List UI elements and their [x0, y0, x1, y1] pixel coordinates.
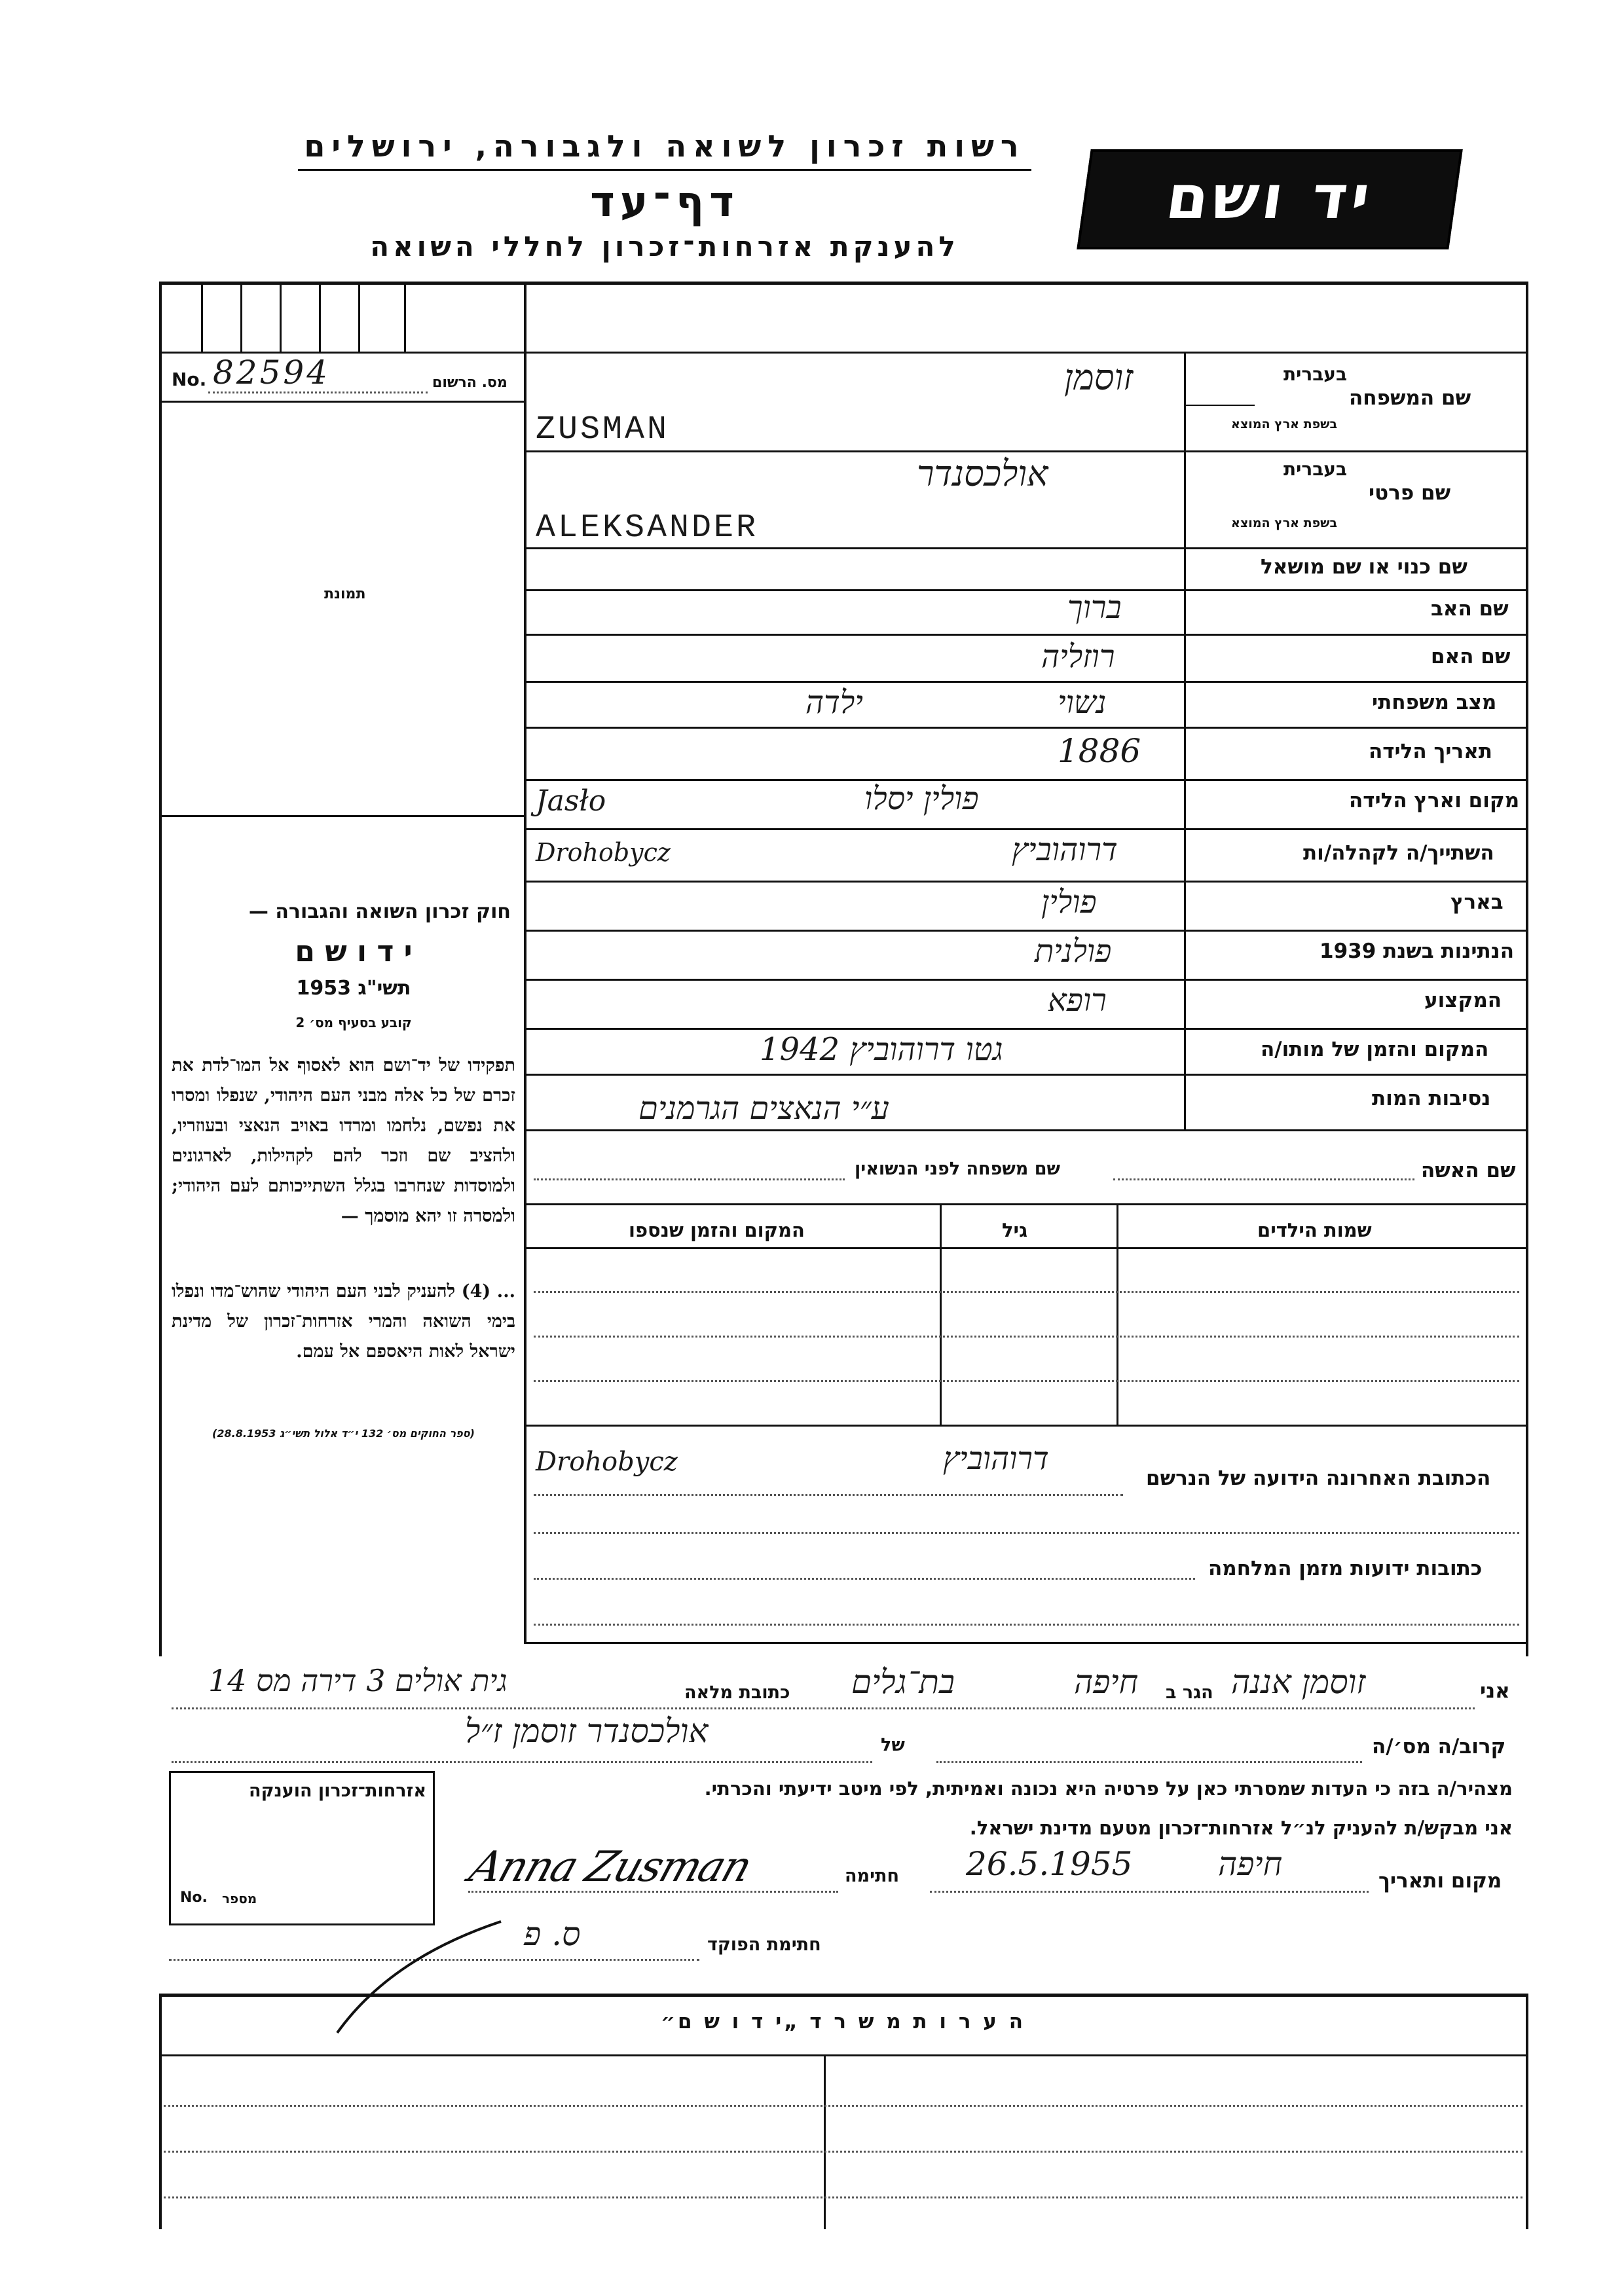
full-address: גית אולים 3 דירה מס 14 — [208, 1663, 507, 1698]
law-title: חוק זכרון השואה והגבורה — — [248, 900, 511, 923]
left-column-divider — [524, 282, 526, 1643]
children-col-names: שמות הילדים — [1257, 1219, 1372, 1241]
city: חיפה — [1074, 1663, 1139, 1701]
signature: Anna Zusman — [463, 1843, 757, 1891]
label-column-divider — [1184, 352, 1186, 1131]
birthdate-label: תאריך הלידה — [1369, 740, 1492, 763]
children-col-age: גיל — [1002, 1219, 1028, 1241]
birthplace-label: מקום וארץ הלידה — [1349, 789, 1520, 812]
declare-text: מצהיר/ה בזה כי העדות שמסרתי כאן על פרטיה היא נכונה ואמיתית, לפי מיטב ידיעתי והכרתי. — [704, 1777, 1513, 1800]
law-clause: קובע בסעיף מס׳ 2 — [295, 1015, 412, 1030]
signature-label: חתימה — [845, 1866, 900, 1886]
registration-code-boxes — [162, 285, 524, 352]
maiden-label: שם משפחה לפני הנשואין — [855, 1159, 1061, 1179]
war-address-label: כתובות ידועות מזמן המלחמה — [1208, 1557, 1483, 1580]
father-label: שם האב — [1431, 597, 1509, 621]
marital-value: נשוי — [1058, 684, 1107, 721]
of-label: של — [881, 1735, 905, 1755]
i-label: אני — [1480, 1679, 1510, 1703]
last-address-label: הכתובת האחרונה הידועה של הנרשם — [1146, 1467, 1491, 1490]
certificate-no-label: No. — [180, 1889, 208, 1906]
resides-label: הגר ב — [1166, 1683, 1213, 1703]
frame-left — [159, 282, 162, 1656]
remarks-title: ה ע ר ו ת מ ש ר ד „י ד ו ש ם״ — [660, 2010, 1026, 2033]
date-value: 26.5.1955 — [966, 1845, 1133, 1883]
community-label: השתייך/ה לקהלה/ות — [1303, 841, 1494, 865]
place-date-label: מקום ותאריך — [1378, 1869, 1502, 1893]
children-col-place: המקום והזמן שנספו — [629, 1219, 805, 1241]
law-source: (ספר החוקים מס׳ 132 י״ד אלול תשי״ג 28.8.1953) — [212, 1427, 475, 1440]
last-address-latin: Drohobycz — [536, 1447, 678, 1477]
registration-label: מס. הרשום — [432, 374, 507, 391]
certificate-box — [169, 1771, 435, 1925]
certificate-title: אזרחות־זכרון הוענקה — [249, 1781, 426, 1801]
declarant-name: זוסמן אננה — [1231, 1663, 1366, 1701]
neighborhood: בת־גלים — [851, 1663, 955, 1701]
law-text-2: ... (4) להעניק לבני העם היהודי שהוש־מדו ונפלו בימי השואה והמרי אזרחות־זכרון של מדינת ישראל לאות היאספם אל עמם. — [172, 1281, 515, 1362]
first-in-hebrew: בעברית — [1283, 458, 1348, 480]
mother-value: רוזליה — [1041, 638, 1115, 675]
yad-vashem-logo — [1077, 149, 1463, 249]
top-band-bottom — [162, 352, 1526, 354]
wife-label: שם האשה — [1421, 1159, 1516, 1182]
circumstances-label: נסיבות המות — [1372, 1087, 1491, 1110]
header-underline — [298, 169, 1031, 171]
country-label: בארץ — [1450, 890, 1504, 914]
citizenship-label: הנתינות בשנת 1939 — [1320, 939, 1515, 963]
death-value: גטו דרוהוביץ 1942 — [760, 1031, 1003, 1068]
certificate-number-label: מספר — [222, 1891, 257, 1906]
marital-label: מצב משפחתי — [1372, 691, 1497, 714]
registration-no-label: No. — [172, 369, 207, 390]
place-value: חיפה — [1218, 1845, 1283, 1883]
father-value: ברוך — [1067, 589, 1122, 626]
family-name-latin: ZUSMAN — [536, 411, 670, 448]
family-in-origin: בשפת ארץ המוצא — [1231, 417, 1338, 431]
relation-value: אולכסנדר זוסמן ז״ל — [465, 1712, 709, 1750]
family-name-hebrew: זוסמן — [1064, 357, 1134, 398]
officer-label: חתימת הפוקד — [707, 1935, 821, 1955]
registration-number: 82594 — [213, 354, 331, 392]
nickname-label: שם כנוי או שם מושאל — [1261, 555, 1467, 579]
form-title: דף־עד — [590, 178, 739, 227]
law-institution: י ד ו ש ם — [295, 935, 413, 968]
birthplace-value: פולין יסלו — [864, 780, 979, 817]
citizenship-value: פולנית — [1035, 933, 1112, 970]
first-name-latin: ALEKSANDER — [536, 509, 759, 547]
profession-value: רופא — [1048, 982, 1107, 1019]
family-in-hebrew: בעברית — [1283, 363, 1348, 385]
birthplace-latin: Jasło — [536, 784, 606, 818]
marital-extra: ילדה — [805, 684, 863, 721]
form-subtitle: להענקת אזרחות־זכרון לחללי השואה — [370, 230, 959, 263]
request-text: אני מבקש/ת להעניק לנ״ל אזרחות־זכרון מטעם מדינת ישראל. — [969, 1817, 1513, 1839]
authority-name: רשות זכרון לשואה ולגבורה, ירושלים — [304, 128, 1025, 164]
circumstances-value: ע״י הנאצים הגרמנים — [638, 1090, 889, 1127]
community-value: דרוהוביץ — [1012, 831, 1118, 868]
death-label: המקום והזמן של מותו/ה — [1261, 1038, 1489, 1061]
remarks-top — [159, 1994, 1528, 1997]
first-name-hebrew: אולכסנדר — [917, 453, 1048, 494]
birthdate-value: 1886 — [1058, 732, 1141, 770]
family-name-label: שם המשפחה — [1349, 386, 1471, 410]
country-value: פולין — [1041, 884, 1097, 920]
officer-signature: ס. פ — [524, 1915, 581, 1953]
first-name-label: שם פרטי — [1369, 481, 1451, 505]
logo-text: יד ושם — [1162, 162, 1378, 232]
mother-label: שם האם — [1431, 645, 1511, 668]
full-address-label: כתובת מלאה — [684, 1683, 790, 1703]
frame-right — [1526, 282, 1528, 1656]
law-year: תשי"ג 1953 — [296, 977, 411, 1000]
community-latin: Drohobycz — [536, 838, 671, 867]
photo-label: תמונת — [324, 586, 366, 602]
law-text-1: תפקידו של יד־ושם הוא לאסוף אל המו־לדת את זכרם של כל אלה מבני העם היהודי, שנפלו ומסרו את נפשם, נלחמו ומרדו באויב הנאצי ובעוזריו, ולהציב שם וזכר להם לקהילות, לארגונים ולמוסדות שנחרבו בגלל השתייכותם לעם היהודי; ולמסרה זו יהא מוסמך — — [172, 1055, 515, 1226]
relative-label: קרוב/ה מס׳/ה — [1372, 1735, 1506, 1758]
profession-label: המקצוע — [1424, 989, 1502, 1012]
first-in-origin: בשפת ארץ המוצא — [1231, 516, 1338, 530]
last-address-value: דרוהוביץ — [943, 1440, 1049, 1477]
